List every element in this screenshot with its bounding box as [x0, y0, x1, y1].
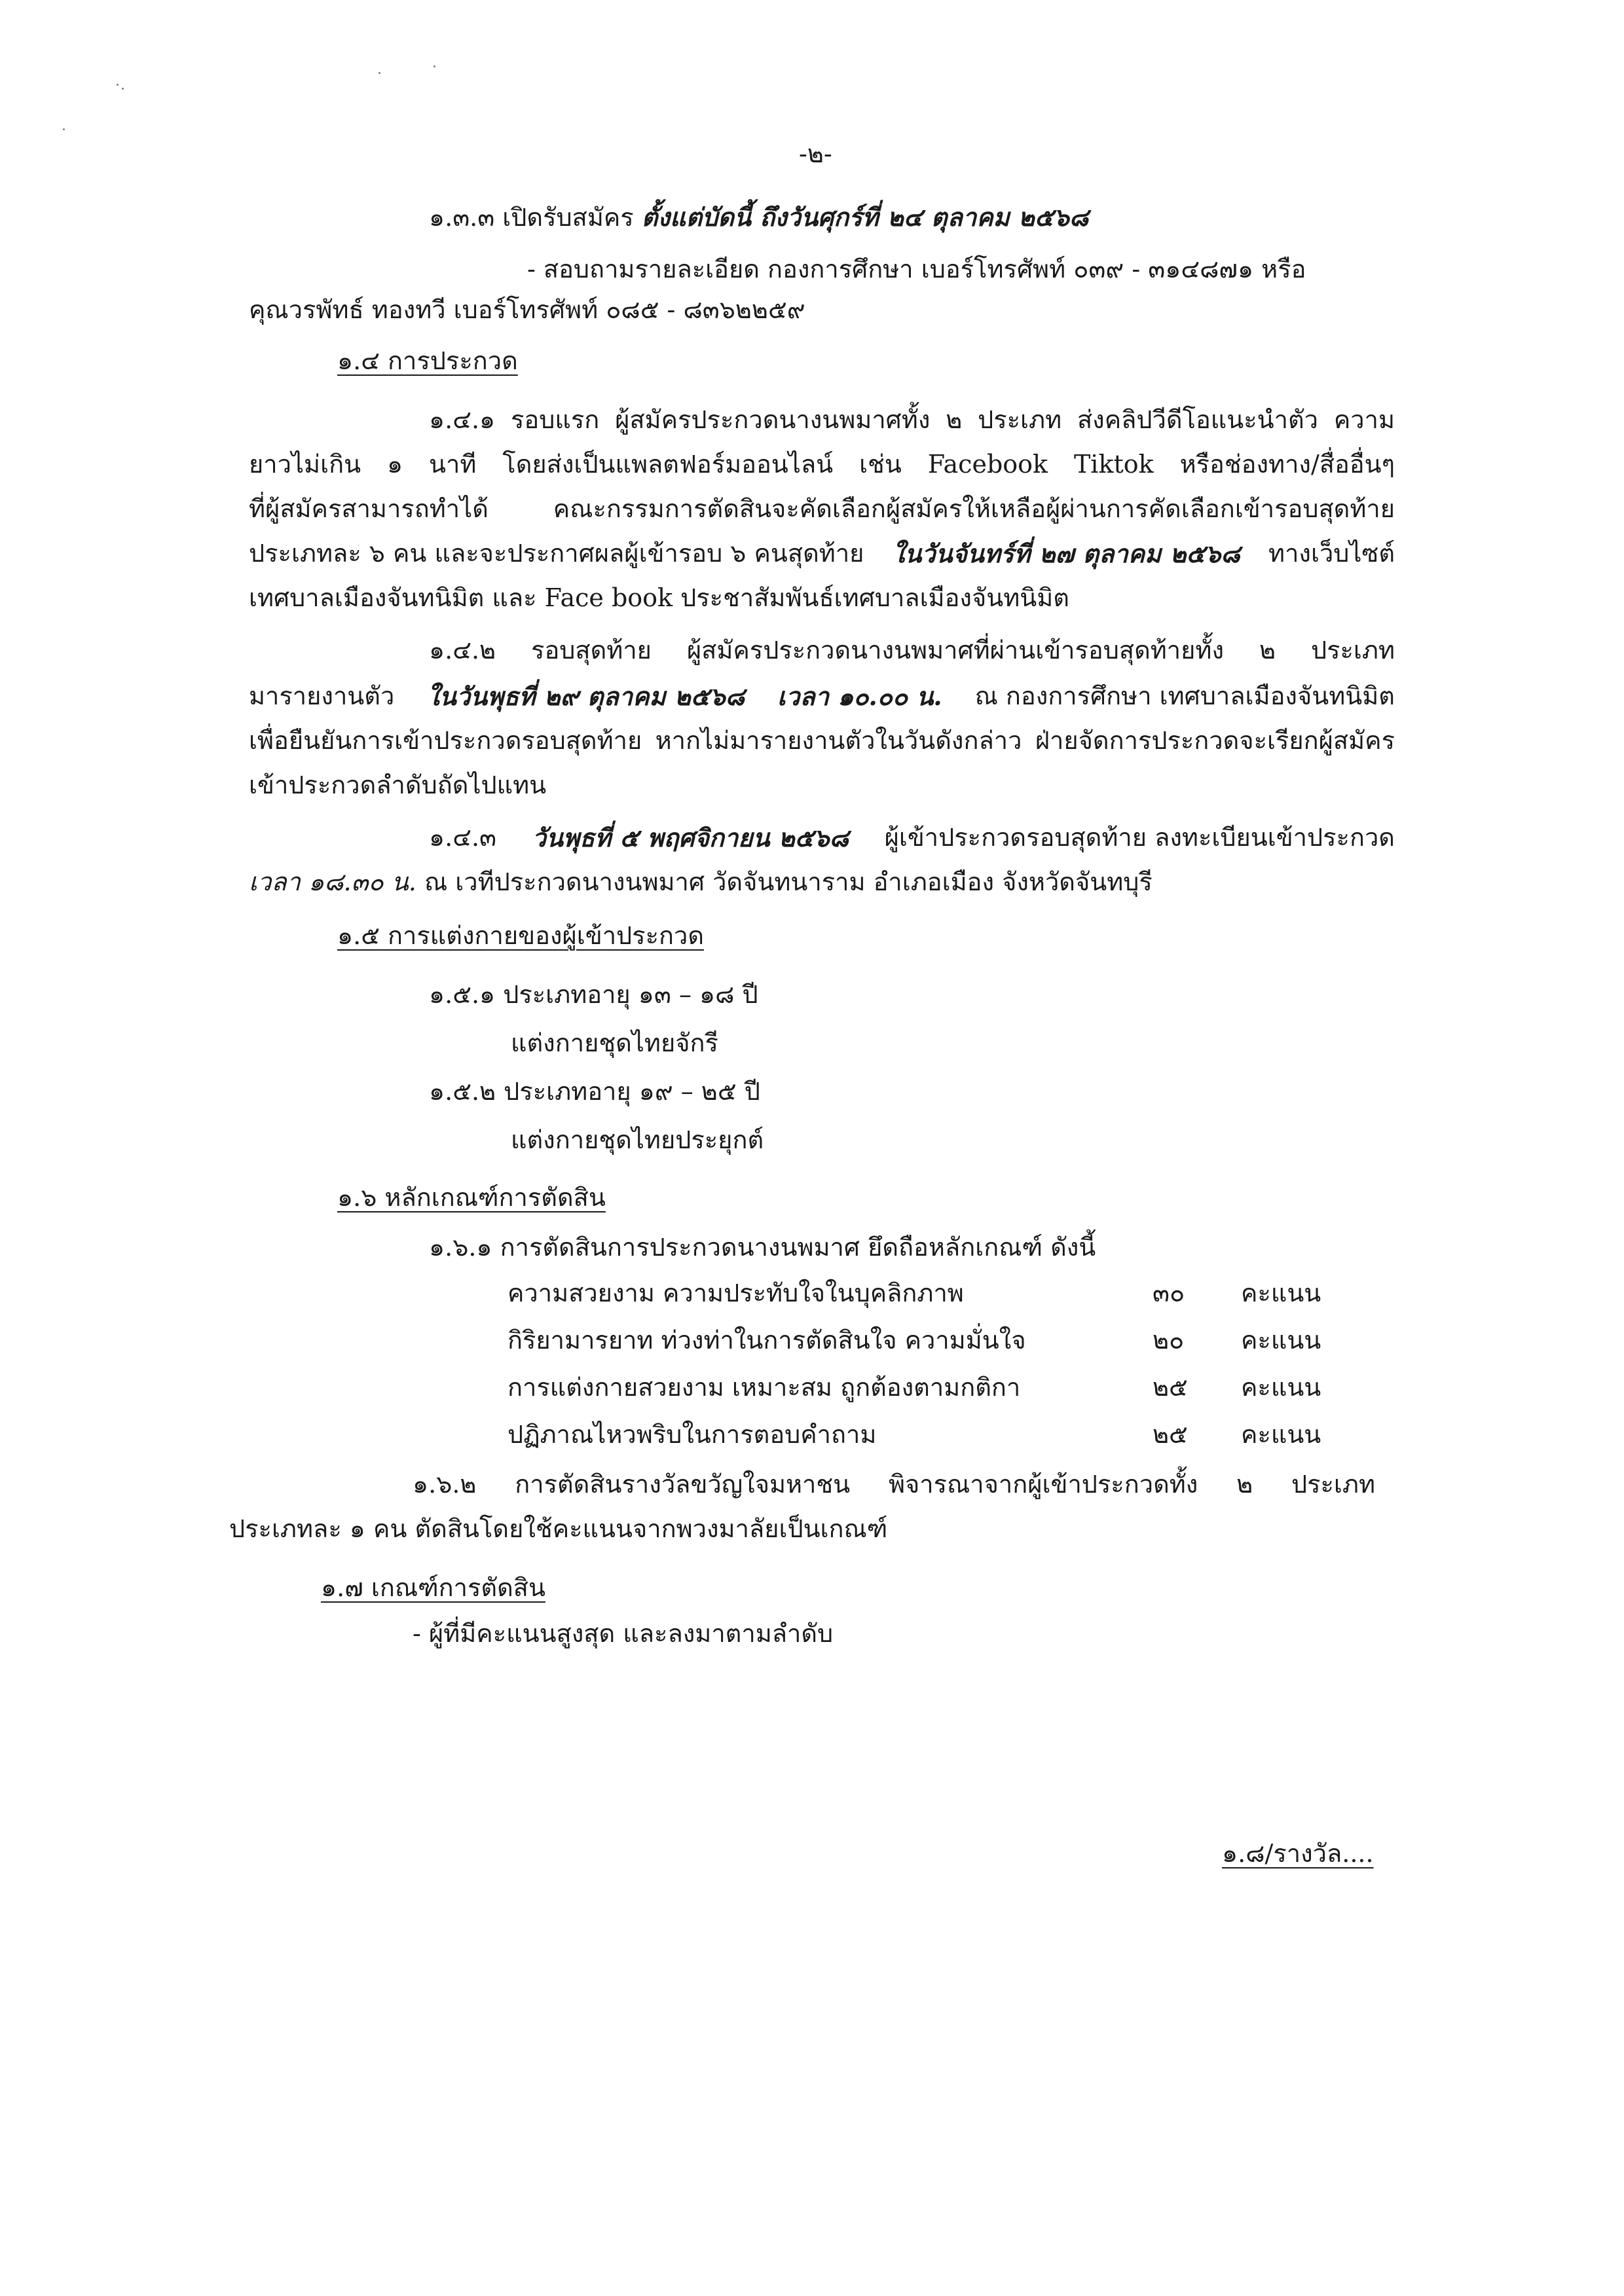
s141-line-3: ที่ผู้สมัครสามารถทำได้ คณะกรรมการตัดสินจะคัดเลือกผู้สมัครให้เหลือผู้ผ่านการคัดเลือกเข้ารอบสุดท้าย: [249, 494, 1395, 523]
s141-line-5: เทศบาลเมืองจันทนิมิต และ Face book ประชาสัมพันธ์เทศบาลเมืองจันทนิมิต: [249, 583, 1069, 612]
heading-1-4: ๑.๔ การประกวด: [337, 346, 518, 375]
s161-intro: ๑.๖.๑ การตัดสินการประกวดนางนพมาศ ยึดถือหลักเกณฑ์ ดังนี้: [429, 1233, 1096, 1262]
criteria-row: [507, 1421, 1359, 1449]
s162-line-1: ๑.๖.๒ การตัดสินรางวัลขวัญใจมหาชน พิจารณาจากผู้เข้าประกวดทั้ง ๒ ประเภท: [413, 1470, 1375, 1499]
s143-final-time: เวลา ๑๘.๓๐ น.: [249, 867, 416, 896]
s133-prefix: ๑.๓.๓ เปิดรับสมัคร: [429, 203, 642, 232]
criteria-label: ปฏิภาณไหวพริบในการตอบคำถาม: [507, 1420, 877, 1449]
criteria-label: การแต่งกายสวยงาม เหมาะสม ถูกต้องตามกติกา: [507, 1373, 1021, 1402]
criteria-row: [507, 1326, 1359, 1355]
s141-announce-date: ในวันจันทร์ที่ ๒๗ ตุลาคม ๒๕๖๘: [892, 539, 1240, 568]
s141-line-1: ๑.๔.๑ รอบแรก ผู้สมัครประกวดนางนพมาศทั้ง ๒ ประเภท ส่งคลิปวีดีโอแนะนำตัว ความ: [429, 405, 1395, 434]
s143-line-1: [429, 824, 1395, 852]
s142-line-2: [249, 682, 1395, 711]
scan-speck: [63, 128, 65, 130]
criteria-score: ๒๕: [1153, 1373, 1188, 1402]
continuation-note: ๑.๘/รางวัล....: [1222, 1839, 1374, 1868]
heading-1-5: ๑.๕ การแต่งกายของผู้เข้าประกวด: [337, 921, 705, 950]
criteria-score: ๒๐: [1153, 1326, 1185, 1355]
s133-date: ตั้งแต่บัดนี้ ถึงวันศุกร์ที่ ๒๔ ตุลาคม ๒๕๖๘: [641, 202, 1089, 232]
s162-line-2: ประเภทละ ๑ คน ตัดสินโดยใช้คะแนนจากพวงมาลัยเป็นเกณฑ์: [229, 1514, 888, 1543]
s143-final-date: วันพุธที่ ๕ พฤศจิกายน ๒๕๖๘: [532, 823, 849, 852]
criteria-label: ความสวยงาม ความประทับใจในบุคลิกภาพ: [507, 1279, 964, 1307]
criteria-unit: คะแนน: [1241, 1420, 1321, 1449]
criteria-score: ๒๕: [1153, 1420, 1188, 1449]
s141-line-2: ยาวไม่เกิน ๑ นาที โดยส่งเป็นแพลตฟอร์มออนไลน์ เช่น Facebook Tiktok หรือช่องทาง/สื่ออื่นๆ: [249, 450, 1395, 479]
s141-line-4: [249, 539, 1395, 568]
s143-line-2b: ณ เวทีประกวดนางนพมาศ วัดจันทนาราม อำเภอเมือง จังหวัดจันทบุรี: [416, 867, 1153, 896]
scan-speck: [117, 84, 119, 86]
s142-line-2a: มารายงานตัว: [249, 682, 395, 710]
s142-line-3: เพื่อยืนยันการเข้าประกวดรอบสุดท้าย หากไม่มารายงานตัวในวันดังกล่าว ฝ่ายจัดการประกวดจะเรียกผู้สมัคร: [249, 726, 1395, 755]
section-1-3-3: [429, 203, 1088, 232]
scan-speck: [434, 65, 435, 67]
criteria-row: [507, 1374, 1359, 1402]
s152-title: ๑.๕.๒ ประเภทอายุ ๑๙ – ๒๕ ปี: [429, 1077, 760, 1106]
heading-1-6: ๑.๖ หลักเกณฑ์การตัดสิน: [337, 1183, 606, 1212]
s142-line-2d: ณ กองการศึกษา เทศบาลเมืองจันทนิมิต: [974, 682, 1395, 710]
heading-1-7: ๑.๗ เกณฑ์การตัดสิน: [321, 1573, 545, 1602]
s142-line-1: ๑.๔.๒ รอบสุดท้าย ผู้สมัครประกวดนางนพมาศที่ผ่านเข้ารอบสุดท้ายทั้ง ๒ ประเภท: [429, 636, 1395, 665]
scan-speck: [378, 72, 380, 74]
criteria-row: [507, 1279, 1359, 1308]
s17-item: - ผู้ที่มีคะแนนสูงสุด และลงมาตามลำดับ: [413, 1619, 834, 1648]
s143-line-2: [249, 868, 1153, 897]
scan-speck: [122, 88, 124, 90]
s143-line-1a: ๑.๔.๓: [429, 823, 497, 852]
s133-contact-2: คุณวรพัทธ์ ทองทวี เบอร์โทรศัพท์ ๐๘๕ - ๘๓๖๒๒๕๙: [249, 295, 805, 324]
s142-report-date: ในวันพุธที่ ๒๙ ตุลาคม ๒๕๖๘: [427, 682, 745, 711]
criteria-score: ๓๐: [1153, 1279, 1185, 1307]
s141-line-4a: ประเภทละ ๖ คน และจะประกาศผลผู้เข้ารอบ ๖ คนสุดท้าย: [249, 539, 864, 568]
criteria-unit: คะแนน: [1241, 1279, 1321, 1307]
criteria-label: กิริยามารยาท ท่วงท่าในการตัดสินใจ ความมั่นใจ: [507, 1326, 1026, 1355]
criteria-unit: คะแนน: [1241, 1326, 1321, 1355]
page-number: -๒-: [799, 139, 832, 168]
s133-contact-1: - สอบถามรายละเอียด กองการศึกษา เบอร์โทรศัพท์ ๐๓๙ - ๓๑๔๘๗๑ หรือ: [527, 255, 1306, 283]
s151-dress: แต่งกายชุดไทยจักรี: [511, 1029, 718, 1057]
s151-title: ๑.๕.๑ ประเภทอายุ ๑๓ – ๑๘ ปี: [429, 980, 758, 1009]
s142-report-time: เวลา ๑๐.๐๐ น.: [777, 682, 942, 711]
s141-line-4c: ทางเว็บไซต์: [1268, 539, 1395, 568]
s152-dress: แต่งกายชุดไทยประยุกต์: [511, 1125, 764, 1154]
s142-line-4: เข้าประกวดลำดับถัดไปแทน: [249, 771, 547, 799]
s143-line-1c: ผู้เข้าประกวดรอบสุดท้าย ลงทะเบียนเข้าประกวด: [884, 823, 1395, 852]
criteria-unit: คะแนน: [1241, 1373, 1321, 1402]
